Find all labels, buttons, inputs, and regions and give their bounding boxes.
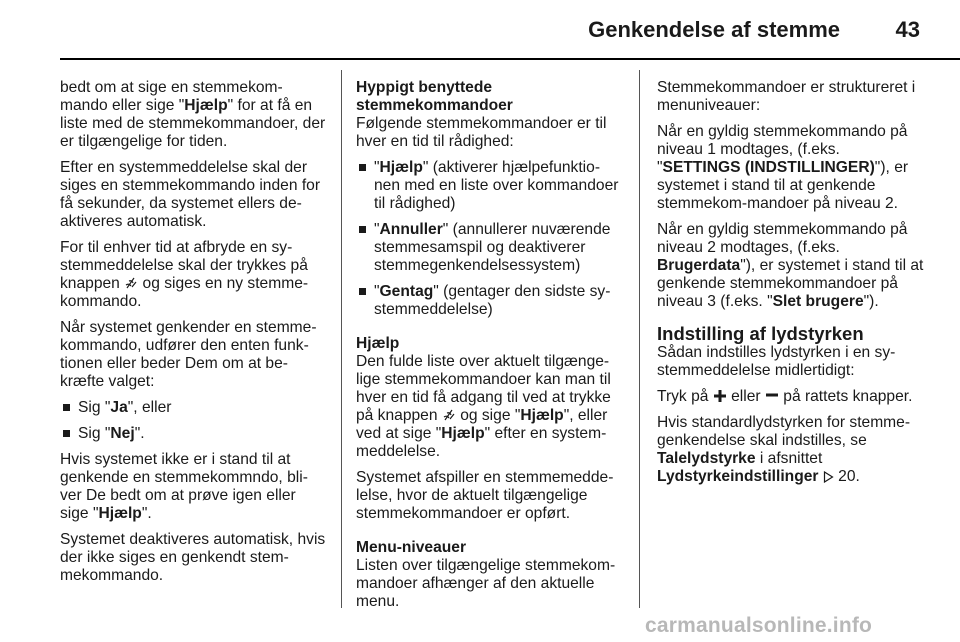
column-divider: [639, 70, 640, 608]
paragraph: Listen over tilgængelige stemmekom-mandoer afhænger af den aktuelle menu.: [356, 557, 616, 610]
list-item: [356, 221, 623, 275]
section-heading: Hjælp: [356, 335, 400, 352]
text: Hvis systemet ikke er i stand til at genkende en stemmekommndo, bli-ver De bedt om at prøve igen eller sige ": [60, 451, 308, 522]
keyword: Ja: [110, 399, 128, 416]
paragraph: [60, 451, 326, 523]
paragraph: Stemmekommandoer er struktureret i menuniveauer:: [657, 79, 916, 114]
text: Når en gyldig stemmekommando på niveau 2 modtages, (f.eks.: [657, 221, 908, 256]
keyword: Hjælp: [379, 159, 423, 176]
keyword: Nej: [110, 425, 135, 442]
list-item: [356, 283, 623, 319]
text: og sige ": [460, 407, 521, 424]
text: Når en gyldig stemmekommando på niveau 1 modtages, (f.eks. ": [657, 123, 908, 176]
text: " efter en system-meddelelse.: [356, 425, 607, 460]
text: ".: [141, 505, 152, 522]
text: " (annullerer nuværende stemmesamspil og deaktiverer stemmegenkendelsessystem): [374, 221, 611, 274]
page-number: 43: [895, 17, 920, 42]
voice-recognition-icon: [442, 408, 456, 422]
column-2: [356, 79, 623, 619]
text: " for at få en liste med de stemmekommandoer, der er tilgængelige for tiden.: [60, 97, 326, 150]
text: "), er systemet i stand til at genkende stemmekommandoer på niveau 3 (f.eks. ": [657, 257, 924, 310]
keyword: Hjælp: [520, 407, 564, 424]
text: Tryk på: [657, 388, 709, 405]
text: Sig ": [78, 399, 111, 416]
keyword: Slet brugere: [772, 293, 864, 310]
list-item: [60, 399, 326, 417]
text: eller: [731, 388, 761, 405]
text: bedt om at sige en stemmekom-mando eller sige ": [60, 79, 283, 114]
text: ", eller ved at sige ": [356, 407, 608, 442]
paragraph: [60, 79, 326, 151]
text: ", eller: [127, 399, 172, 416]
list-item: [60, 425, 326, 443]
keyword: Talelydstyrke: [657, 450, 756, 467]
header-divider: [60, 58, 960, 60]
paragraph: Følgende stemmekommandoer er til hver en tid til rådighed:: [356, 115, 607, 150]
text: ": [374, 283, 380, 300]
keyword: Gentag: [379, 283, 434, 300]
text: Sig ": [78, 425, 111, 442]
text: ").: [863, 293, 879, 310]
keyword: Annuller: [379, 221, 443, 238]
list-item: [356, 159, 623, 213]
section-heading: Menu-niveauer: [356, 539, 467, 556]
plus-icon: [713, 389, 727, 403]
keyword: Hjælp: [98, 505, 142, 522]
watermark: carmanualsonline.info: [645, 614, 873, 637]
keyword: SETTINGS (INDSTILLINGER): [662, 159, 875, 176]
text: ".: [134, 425, 145, 442]
column-1: [60, 79, 326, 593]
text: "), er systemet i stand til at genkende stemmekom-mandoer på niveau 2.: [657, 159, 909, 212]
keyword: Brugerdata: [657, 257, 741, 274]
page-header: [0, 0, 960, 62]
column-divider: [341, 70, 342, 608]
paragraph: [657, 414, 927, 486]
minus-icon: [765, 389, 779, 403]
paragraph: [60, 239, 326, 311]
keyword: Hjælp: [441, 425, 485, 442]
paragraph: Systemet deaktiveres automatisk, hvis der ikke siges en genkendt stem-mekommando.: [60, 531, 326, 584]
text: 20.: [838, 468, 860, 485]
section-heading: Indstilling af lydstyrken: [657, 323, 864, 344]
text: Hvis standardlydstyrken for stemme-genkendelse skal indstilles, se: [657, 414, 911, 449]
column-3: [657, 79, 927, 494]
voice-recognition-icon: [124, 276, 138, 290]
text: For til enhver tid at afbryde en sy-stemmeddelelse skal der trykkes på knappen: [60, 239, 308, 292]
paragraph: Systemet afspiller en stemmemedde-lelse, hvor de aktuelt tilgængelige stemmekommandoer er opført.: [356, 469, 614, 522]
paragraph: [657, 388, 927, 406]
paragraph: [356, 353, 623, 461]
section-heading: Hyppigt benyttede stemmekommandoer: [356, 79, 513, 114]
text: ": [374, 221, 380, 238]
text: " (gentager den sidste sy-stemmeddelelse): [374, 283, 611, 318]
paragraph: Når systemet genkender en stemme-kommando, udfører den enten funk-tionen eller beder Dem om at be-kræfte valget:: [60, 319, 317, 390]
text: i afsnittet: [759, 450, 823, 467]
paragraph: Sådan indstilles lydstyrken i en sy-stemmeddelelse midlertidigt:: [657, 344, 896, 379]
triangle-arrow-icon: [823, 471, 834, 483]
text: på rattets knapper.: [783, 388, 913, 405]
paragraph: [657, 123, 927, 213]
keyword: Hjælp: [184, 97, 228, 114]
text: Den fulde liste over aktuelt tilgænge-lige stemmekommandoer kan man til hver en tid få adgang til ved at trykke på knappen: [356, 353, 611, 424]
keyword: Lydstyrkeindstillinger: [657, 468, 819, 485]
page-title: Genkendelse af stemme: [588, 17, 840, 42]
text: og siges en ny stemme-kommando.: [60, 275, 309, 310]
paragraph: [657, 221, 927, 311]
text: ": [374, 159, 380, 176]
text: " (aktiverer hjælpefunktio-nen med en liste over kommandoer til rådighed): [374, 159, 619, 212]
paragraph: Efter en systemmeddelelse skal der siges en stemmekommando inden for få sekunder, da systemet ellers de-aktiveres automatisk.: [60, 159, 321, 230]
